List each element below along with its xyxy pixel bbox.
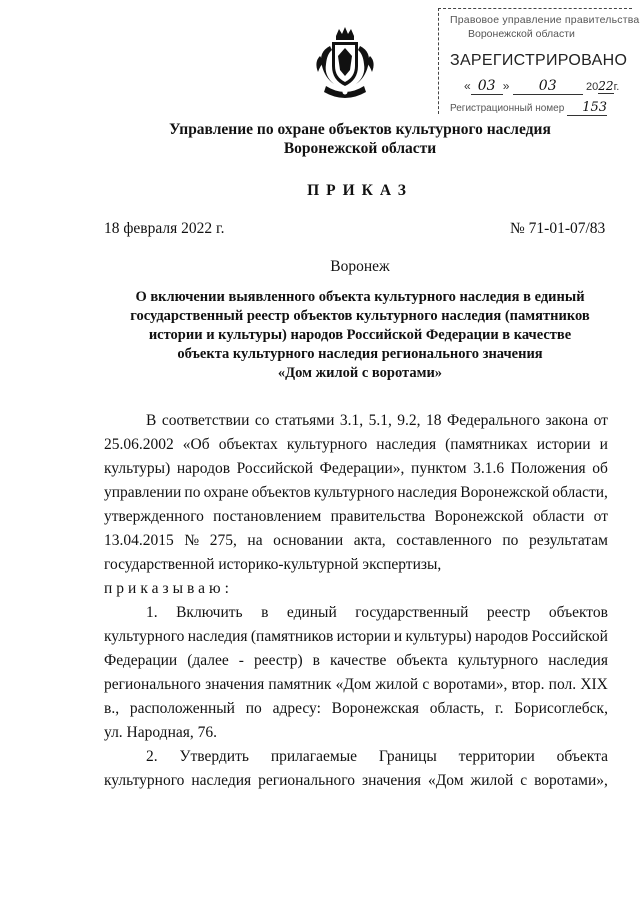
subject-line-4: объекта культурного наследия регионального значения — [177, 346, 543, 362]
item1-line-1: 1. Включить в единый государственный реестр объектов — [146, 604, 608, 621]
document-city: Воронеж — [330, 258, 390, 275]
body-p1-line-5: утвержденного постановлением правительства Воронежской области от — [104, 508, 608, 525]
subject-line-3: истории и культуры) народов Российской Федерации в качестве — [148, 327, 572, 343]
stamp-line-2: Воронежской области — [468, 28, 575, 40]
item2-line-2: культурного наследия регионального значения «Дом жилой с воротами», — [104, 772, 608, 789]
item1-line-3: Федерации (далее - реестр) в качестве объекта культурного наследия — [104, 652, 608, 669]
org-name-line-1: Управление по охране объектов культурного наследия — [169, 121, 551, 138]
item1-line-5: в., расположенный по адресу: Воронежская область, г. Борисоглебск, — [104, 700, 608, 717]
stamp-year-prefix: 20 — [586, 81, 599, 93]
stamp-reg-label: Регистрационный номер — [450, 103, 565, 114]
body-p1-line-6: 13.04.2015 № 275, на основании акта, составленного по результатам — [104, 532, 608, 549]
stamp-registered: ЗАРЕГИСТРИРОВАНО — [450, 52, 628, 69]
coat-of-arms-emblem — [312, 26, 378, 102]
stamp-day: 03 — [471, 78, 503, 95]
stamp-year-suffix: г. — [613, 81, 620, 93]
document-date: 18 февраля 2022 г. — [104, 220, 225, 237]
document-number: № 71-01-07/83 — [510, 220, 606, 237]
subject-line-5: «Дом жилой с воротами» — [277, 365, 443, 381]
item1-line-2: культурного наследия (памятников истории и культуры) народов Российской — [104, 628, 608, 645]
stamp-year: 22 — [598, 79, 614, 93]
body-p1-line-4: управлении по охране объектов культурного наследия Воронежской области, — [104, 484, 608, 501]
subject-line-1: О включении выявленного объекта культурного наследия в единый — [135, 289, 585, 305]
stamp-month: 03 — [513, 78, 583, 95]
registration-stamp — [438, 8, 640, 118]
item2-line-1: 2. Утвердить прилагаемые Границы территории объекта — [146, 748, 608, 765]
org-name-line-2: Воронежской области — [283, 140, 437, 157]
subject-line-2: государственный реестр объектов культурного наследия (памятников — [130, 308, 590, 324]
item1-line-4: регионального значения памятник «Дом жилой с воротами», втор. пол. XIX — [104, 676, 608, 693]
stamp-reg-value: 153 — [567, 100, 607, 116]
stamp-reg-number — [450, 100, 607, 116]
body-p1-line-1: В соответствии со статьями 3.1, 5.1, 9.2, 18 Федерального закона от — [146, 412, 608, 429]
stamp-date: « 03 » 03 2022г. — [464, 78, 620, 94]
document-type-title: ПРИКАЗ — [307, 182, 413, 199]
body-p1-line-2: 25.06.2002 «Об объектах культурного наследия (памятниках истории и — [104, 436, 608, 453]
body-p1-line-7: государственной историко-культурной экспертизы, — [104, 556, 442, 573]
stamp-line-1: Правовое управление правительства — [450, 14, 640, 26]
body-p1-line-3: культуры) народов Российской Федерации», пунктом 3.1.6 Положения об — [104, 460, 608, 477]
item1-line-6: ул. Народная, 76. — [104, 724, 217, 741]
order-word: приказываю: — [104, 580, 233, 597]
